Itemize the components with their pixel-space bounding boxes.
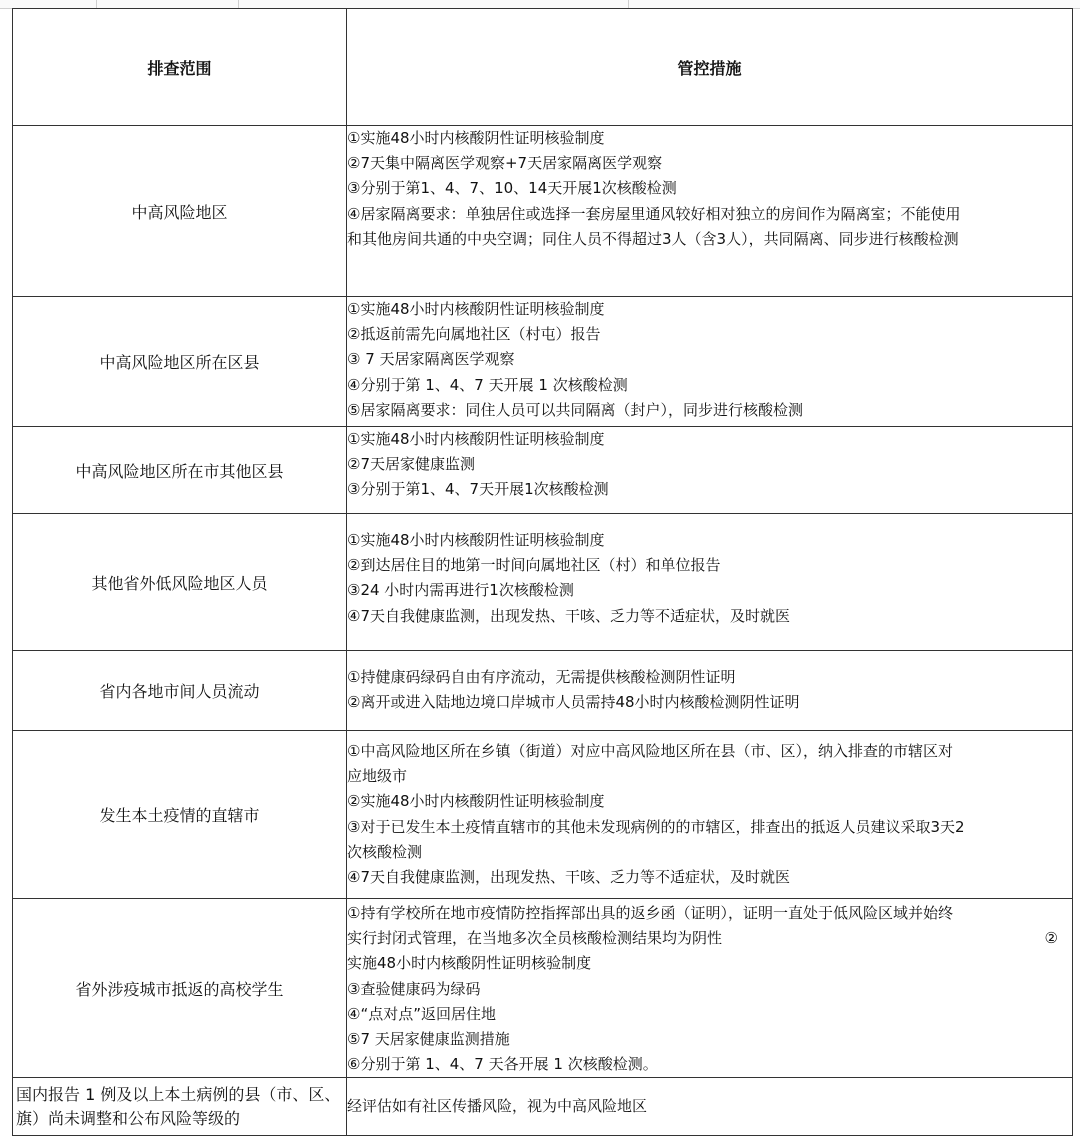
measure-line: ①实施48小时内核酸阴性证明核验制度 bbox=[347, 531, 605, 549]
measure-line: ③分别于第1、4、7、10、14天开展1次核酸检测 bbox=[347, 179, 677, 198]
top-strip-divider bbox=[96, 0, 97, 8]
measure-line: ⑤7 天居家健康监测措施 bbox=[347, 1030, 510, 1049]
measure-line bbox=[347, 926, 1072, 951]
measure-line: ②离开或进入陆地边境口岸城市人员需持48小时内核酸检测阴性证明 bbox=[347, 693, 800, 712]
measure-line: 次核酸检测 bbox=[347, 842, 423, 861]
measure-line: ④“点对点”返回居住地 bbox=[347, 1004, 496, 1023]
measure-line: ③查验健康码为绿码 bbox=[347, 979, 481, 998]
control-measures-table bbox=[12, 8, 1073, 1136]
measure-line: ①实施48小时内核酸阴性证明核验制度 bbox=[347, 300, 605, 318]
scope-cell: 省外涉疫城市抵返的高校学生 bbox=[13, 899, 347, 1078]
measure-line: ④分别于第 1、4、7 天开展 1 次核酸检测 bbox=[347, 375, 628, 394]
measure-line: ①实施48小时内核酸阴性证明核验制度 bbox=[347, 129, 605, 147]
table-row bbox=[13, 427, 1073, 514]
scope-cell: 其他省外低风险地区人员 bbox=[13, 514, 347, 651]
scope-cell: 中高风险地区 bbox=[13, 126, 347, 297]
measure-line: 和其他房间共通的中央空调；同住人员不得超过3人（含3人），共同隔离、同步进行核酸检测 bbox=[347, 229, 959, 248]
table-row bbox=[13, 899, 1073, 1078]
header-measures: 管控措施 bbox=[347, 9, 1073, 126]
measure-text: 实行封闭式管理，在当地多次全员核酸检测结果均为阴性 bbox=[347, 929, 723, 948]
measures-cell bbox=[347, 126, 1073, 297]
header-scope: 排查范围 bbox=[13, 9, 347, 126]
scope-cell: 中高风险地区所在市其他区县 bbox=[13, 427, 347, 514]
scope-cell: 省内各地市间人员流动 bbox=[13, 651, 347, 731]
measure-line: ①实施48小时内核酸阴性证明核验制度 bbox=[347, 430, 605, 448]
measure-line: 实施48小时内核酸阴性证明核验制度 bbox=[347, 954, 592, 973]
measure-line: ④7天自我健康监测，出现发热、干咳、乏力等不适症状，及时就医 bbox=[347, 606, 790, 625]
measures-cell bbox=[347, 731, 1073, 899]
measures-cell bbox=[347, 514, 1073, 651]
measure-line: 应地级市 bbox=[347, 767, 408, 786]
table-row bbox=[13, 514, 1073, 651]
measures-cell bbox=[347, 427, 1073, 514]
measure-line: ④7天自我健康监测，出现发热、干咳、乏力等不适症状，及时就医 bbox=[347, 868, 790, 887]
table-row bbox=[13, 297, 1073, 427]
table-row bbox=[13, 1078, 1073, 1136]
measure-line: ③分别于第1、4、7天开展1次核酸检测 bbox=[347, 480, 609, 499]
measure-line: ①中高风险地区所在乡镇（街道）对应中高风险地区所在县（市、区），纳入排查的市辖区对 bbox=[347, 742, 953, 760]
top-strip-divider bbox=[238, 0, 239, 8]
measures-cell bbox=[347, 1078, 1073, 1136]
scope-cell: 国内报告 1 例及以上本土病例的县（市、区、旗）尚未调整和公布风险等级的 bbox=[13, 1078, 347, 1136]
measure-line: ③对于已发生本土疫情直辖市的其他未发现病例的的市辖区，排查出的抵返人员建议采取3天2 bbox=[347, 817, 965, 836]
scope-cell: 中高风险地区所在区县 bbox=[13, 297, 347, 427]
measure-line: ④居家隔离要求：单独居住或选择一套房屋里通风较好相对独立的房间作为隔离室；不能使用 bbox=[347, 204, 961, 223]
measure-line: ⑤居家隔离要求：同住人员可以共同隔离（封户），同步进行核酸检测 bbox=[347, 400, 803, 419]
measure-line: ③24 小时内需再进行1次核酸检测 bbox=[347, 581, 574, 600]
table-row bbox=[13, 126, 1073, 297]
measure-line: ⑥分别于第 1、4、7 天各开展 1 次核酸检测。 bbox=[347, 1055, 658, 1074]
table-row bbox=[13, 731, 1073, 899]
table-row bbox=[13, 651, 1073, 731]
measure-line: ③ 7 天居家隔离医学观察 bbox=[347, 350, 515, 369]
measures-cell bbox=[347, 297, 1073, 427]
measure-line: 经评估如有社区传播风险，视为中高风险地区 bbox=[347, 1097, 648, 1116]
scope-cell: 发生本土疫情的直辖市 bbox=[13, 731, 347, 899]
measure-number-mark: ② bbox=[1044, 929, 1058, 948]
measures-cell bbox=[347, 899, 1073, 1078]
measure-line: ②抵返前需先向属地社区（村屯）报告 bbox=[347, 325, 601, 344]
measure-line: ②7天集中隔离医学观察+7天居家隔离医学观察 bbox=[347, 154, 663, 173]
measure-line: ②7天居家健康监测 bbox=[347, 455, 475, 474]
measure-line: ②实施48小时内核酸阴性证明核验制度 bbox=[347, 792, 605, 811]
header-row bbox=[13, 9, 1073, 126]
measure-line: ①持健康码绿码自由有序流动，无需提供核酸检测阴性证明 bbox=[347, 668, 736, 686]
measures-cell bbox=[347, 651, 1073, 731]
measure-line: ②到达居住目的地第一时间向属地社区（村）和单位报告 bbox=[347, 556, 721, 575]
top-strip-divider bbox=[628, 0, 629, 8]
measure-line: ①持有学校所在地市疫情防控指挥部出具的返乡函（证明），证明一直处于低风险区域并始终 bbox=[347, 904, 953, 922]
